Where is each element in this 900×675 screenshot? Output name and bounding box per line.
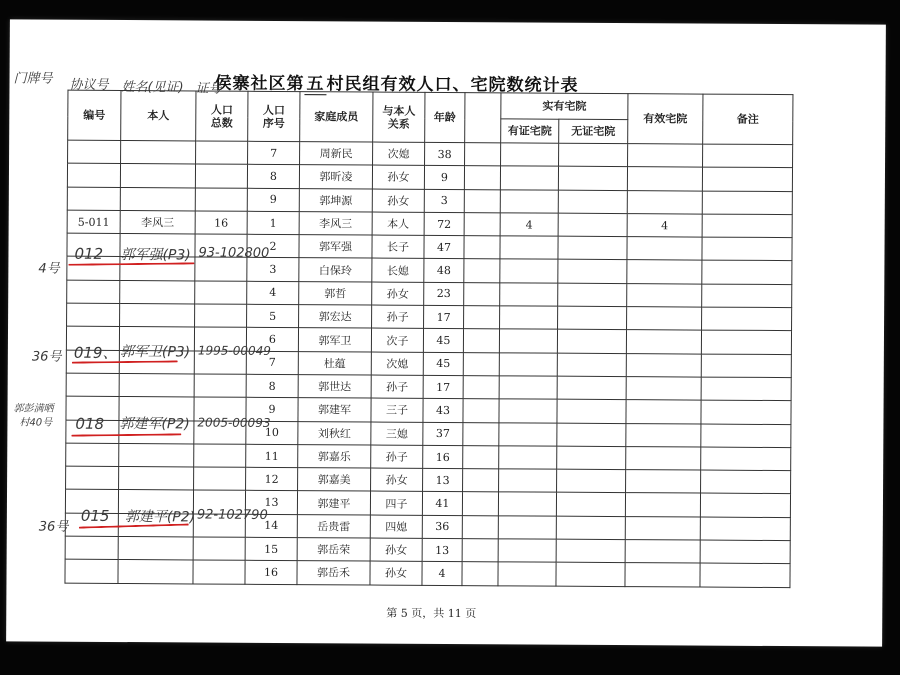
cell-youxiao: [625, 493, 700, 517]
cell-youzheng: [498, 516, 556, 540]
cell-chengyuan: 郭军卫: [298, 328, 371, 352]
cell-blank: [462, 515, 498, 539]
cell-guanxi: 孙女: [370, 538, 422, 562]
cell-blank: [465, 143, 501, 167]
cell-nianling: 37: [423, 422, 463, 446]
hw-num-3: 018: [75, 414, 105, 433]
cell-benren: [119, 443, 194, 467]
cell-nianling: 13: [423, 469, 463, 493]
cell-chengyuan: 白保玲: [299, 258, 372, 282]
paper-sheet: [6, 19, 886, 646]
cell-guanxi: 孙女: [372, 165, 424, 189]
cell-youzheng: [498, 562, 556, 586]
cell-chengyuan: 郭世达: [298, 375, 371, 399]
cell-blank: [464, 259, 500, 283]
cell-benren: [121, 141, 196, 165]
cell-guanxi: 孙女: [372, 282, 424, 306]
cell-bianhao: [68, 140, 121, 164]
cell-youzheng: [500, 283, 558, 307]
cell-youxiao: 4: [627, 213, 702, 237]
cell-blank: [464, 189, 500, 213]
cell-wuzheng: [558, 260, 627, 284]
cell-nianling: 72: [424, 212, 464, 236]
hw-num-1: 012: [74, 244, 104, 263]
cell-youzheng: [501, 143, 559, 167]
cell-youzheng: [499, 376, 557, 400]
hw-label-xingming: 姓名(见证): [121, 80, 184, 96]
cell-xuhao: 4: [247, 281, 299, 305]
header-jiating-chengyuan: 家庭成员: [300, 92, 373, 142]
title-prefix: 侯寨社区第: [214, 73, 305, 95]
cell-youxiao: [628, 144, 703, 168]
cell-benren: [118, 560, 193, 584]
cell-nianling: 16: [423, 445, 463, 469]
cell-wuzheng: [557, 353, 626, 377]
hw-side-4: 36号: [38, 519, 69, 535]
hw-num-2: 019、: [73, 343, 118, 362]
cell-bianhao: [66, 443, 119, 467]
cell-bianhao: 5-011: [67, 210, 120, 234]
cell-benren: [118, 537, 193, 561]
header-guanxi: 与本人关系: [373, 92, 425, 142]
header-beizhu: 备注: [703, 94, 793, 145]
cell-bianhao: [67, 280, 120, 304]
cell-youxiao: [626, 400, 701, 424]
cell-benren: [120, 164, 195, 188]
cell-chengyuan: 李风三: [299, 211, 372, 235]
cell-youxiao: [627, 283, 702, 307]
cell-chengyuan: 郭宏达: [299, 305, 372, 329]
cell-bianhao: [66, 373, 119, 397]
cell-youxiao: [626, 330, 701, 354]
cell-blank: [464, 166, 500, 190]
page-footer: 第 5 页，共 11 页: [386, 606, 477, 621]
cell-beizhu: [701, 400, 791, 424]
hw-side-1: 4号: [38, 261, 60, 277]
hw-side-3: 村40号: [19, 417, 53, 429]
cell-blank: [463, 399, 499, 423]
hw-label-zheng: 证号: [195, 81, 222, 97]
hw-cert-3: 2005-00093: [197, 415, 271, 430]
cell-bianhao: [65, 560, 118, 584]
cell-youzheng: [500, 306, 558, 330]
title-group-number: 五: [304, 69, 326, 95]
header-nianling: 年龄: [425, 92, 465, 142]
cell-guanxi: 长媳: [372, 259, 424, 283]
cell-youxiao: [626, 353, 701, 377]
hw-name-4: 郭建平(P2): [124, 509, 196, 526]
cell-youzheng: [498, 539, 556, 563]
cell-youzheng: 4: [500, 213, 558, 237]
header-renkou-xuhao: 人口序号: [248, 91, 300, 141]
cell-blank: [463, 352, 499, 376]
cell-nianling: 17: [423, 375, 463, 399]
hw-cert-4: 92-102790: [196, 507, 268, 523]
cell-beizhu: [701, 447, 791, 471]
hw-name-1: 郭军强(P3): [120, 247, 191, 264]
cell-beizhu: [700, 540, 790, 564]
cell-guanxi: 长子: [372, 235, 424, 259]
hw-cert-1: 93-102800: [198, 245, 270, 261]
cell-xuhao: 8: [247, 165, 299, 189]
cell-beizhu: [701, 377, 791, 401]
cell-guanxi: 三媳: [371, 422, 423, 446]
cell-beizhu: [701, 330, 791, 354]
cell-chengyuan: 刘秋红: [298, 421, 371, 445]
cell-xuhao: 5: [247, 304, 299, 328]
cell-benren: [120, 304, 195, 328]
cell-beizhu: [700, 494, 790, 518]
hw-side-3-top: 郭彭满晒: [13, 403, 54, 415]
cell-wuzheng: [556, 539, 625, 563]
cell-guanxi: 次子: [371, 328, 423, 352]
cell-xuhao: 10: [246, 421, 298, 445]
cell-youzheng: [500, 259, 558, 283]
cell-zongshu: 16: [195, 211, 247, 235]
cell-zongshu: [195, 304, 247, 328]
cell-xuhao: 16: [245, 561, 297, 585]
cell-nianling: 38: [425, 142, 465, 166]
cell-bianhao: [67, 303, 120, 327]
cell-nianling: 36: [422, 515, 462, 539]
cell-youxiao: [625, 540, 700, 564]
cell-zongshu: [196, 141, 248, 165]
table-row: [65, 560, 790, 588]
cell-wuzheng: [558, 166, 627, 190]
header-youzheng: 有证宅院: [501, 119, 559, 143]
cell-wuzheng: [557, 446, 626, 470]
cell-wuzheng: [558, 236, 627, 260]
cell-wuzheng: [556, 493, 625, 517]
cell-nianling: 4: [422, 562, 462, 586]
cell-xuhao: 13: [245, 491, 297, 515]
cell-chengyuan: 郭建平: [297, 491, 370, 515]
cell-bianhao: [66, 466, 119, 490]
cell-youxiao: [626, 423, 701, 447]
cell-wuzheng: [558, 213, 627, 237]
cell-beizhu: [702, 167, 792, 191]
cell-zongshu: [193, 560, 245, 584]
cell-xuhao: 14: [245, 514, 297, 538]
cell-bianhao: [65, 536, 118, 560]
cell-xuhao: 7: [246, 351, 298, 375]
cell-zongshu: [194, 374, 246, 398]
cell-blank: [462, 539, 498, 563]
cell-xuhao: 3: [247, 258, 299, 282]
cell-youxiao: [627, 307, 702, 331]
cell-nianling: 23: [424, 282, 464, 306]
cell-chengyuan: 郭岳荣: [297, 538, 370, 562]
cell-youxiao: [625, 563, 700, 587]
cell-nianling: 3: [424, 189, 464, 213]
cell-benren: [119, 373, 194, 397]
cell-nianling: 48: [424, 259, 464, 283]
cell-guanxi: 四媳: [370, 515, 422, 539]
cell-guanxi: 孙子: [371, 445, 423, 469]
cell-wuzheng: [557, 469, 626, 493]
header-youxiao-zhaiyuan: 有效宅院: [628, 94, 703, 144]
cell-chengyuan: 杜蕴: [298, 351, 371, 375]
cell-chengyuan: 郭岳禾: [297, 561, 370, 585]
cell-youzheng: [499, 352, 557, 376]
cell-youzheng: [499, 399, 557, 423]
cell-youzheng: [498, 492, 556, 516]
cell-zongshu: [193, 537, 245, 561]
header-renkou-zongshu: 人口总数: [196, 91, 248, 141]
cell-wuzheng: [556, 516, 625, 540]
cell-zongshu: [195, 281, 247, 305]
cell-zongshu: [195, 164, 247, 188]
cell-zongshu: [194, 467, 246, 491]
hw-label-fanyi: 协议号: [69, 77, 109, 93]
cell-guanxi: 孙女: [371, 468, 423, 492]
cell-guanxi: 本人: [372, 212, 424, 236]
cell-zongshu: [194, 444, 246, 468]
cell-beizhu: [702, 307, 792, 331]
cell-wuzheng: [557, 423, 626, 447]
cell-blank: [462, 562, 498, 586]
header-bianhao: 编号: [68, 90, 121, 140]
cell-chengyuan: 郭哲: [299, 281, 372, 305]
header-blank: [465, 93, 501, 143]
cell-wuzheng: [557, 376, 626, 400]
cell-youxiao: [627, 190, 702, 214]
cell-youzheng: [500, 236, 558, 260]
cell-beizhu: [702, 261, 792, 285]
header-benren: 本人: [121, 91, 196, 141]
cell-benren: [120, 280, 195, 304]
cell-beizhu: [703, 144, 793, 168]
cell-xuhao: 8: [246, 374, 298, 398]
cell-blank: [462, 492, 498, 516]
cell-blank: [463, 376, 499, 400]
cell-blank: [463, 469, 499, 493]
cell-beizhu: [701, 424, 791, 448]
cell-zongshu: [195, 257, 247, 281]
cell-xuhao: 15: [245, 537, 297, 561]
hw-name-2: 郭军卫(P3): [119, 344, 191, 361]
cell-wuzheng: [558, 306, 627, 330]
cell-guanxi: 孙子: [372, 305, 424, 329]
cell-youzheng: [499, 469, 557, 493]
cell-chengyuan: 郭嘉乐: [298, 444, 371, 468]
cell-wuzheng: [558, 190, 627, 214]
cell-blank: [464, 282, 500, 306]
cell-blank: [463, 445, 499, 469]
cell-youxiao: [627, 260, 702, 284]
cell-guanxi: 孙子: [371, 375, 423, 399]
cell-wuzheng: [556, 563, 625, 587]
cell-benren: 李风三: [120, 210, 195, 234]
cell-beizhu: [700, 517, 790, 541]
cell-youzheng: [500, 189, 558, 213]
cell-xuhao: 7: [248, 141, 300, 165]
cell-xuhao: 9: [247, 188, 299, 212]
cell-xuhao: 11: [246, 444, 298, 468]
cell-beizhu: [702, 191, 792, 215]
cell-youxiao: [625, 516, 700, 540]
cell-blank: [464, 212, 500, 236]
cell-beizhu: [702, 214, 792, 238]
cell-nianling: 13: [422, 538, 462, 562]
cell-youxiao: [626, 470, 701, 494]
cell-chengyuan: 岳贵雷: [297, 514, 370, 538]
cell-chengyuan: 周新民: [300, 142, 373, 166]
cell-chengyuan: 郭建军: [298, 398, 371, 422]
cell-youzheng: [500, 166, 558, 190]
cell-wuzheng: [557, 330, 626, 354]
cell-benren: [120, 187, 195, 211]
cell-bianhao: [67, 187, 120, 211]
cell-benren: [119, 467, 194, 491]
cell-nianling: 41: [422, 492, 462, 516]
hw-name-3: 郭建军(P2): [119, 416, 190, 433]
cell-beizhu: [702, 284, 792, 308]
cell-nianling: 43: [423, 399, 463, 423]
cell-youxiao: [626, 446, 701, 470]
cell-guanxi: 次媳: [371, 352, 423, 376]
cell-xuhao: 2: [247, 234, 299, 258]
cell-nianling: 45: [423, 352, 463, 376]
cell-xuhao: 12: [246, 467, 298, 491]
cell-xuhao: 1: [247, 211, 299, 235]
cell-guanxi: 孙女: [372, 189, 424, 213]
cell-guanxi: 三子: [371, 398, 423, 422]
cell-guanxi: 四子: [370, 491, 422, 515]
cell-blank: [464, 236, 500, 260]
cell-beizhu: [701, 354, 791, 378]
cell-guanxi: 孙女: [370, 561, 422, 585]
cell-chengyuan: 郭嘉美: [298, 468, 371, 492]
cell-nianling: 47: [424, 236, 464, 260]
cell-blank: [463, 422, 499, 446]
cell-guanxi: 次媳: [373, 142, 425, 166]
cell-youzheng: [499, 422, 557, 446]
hw-side-2: 36号: [31, 349, 62, 365]
header-wuzheng: 无证宅院: [559, 119, 628, 143]
cell-youxiao: [627, 167, 702, 191]
cell-chengyuan: 郭军强: [299, 235, 372, 259]
cell-chengyuan: 郭坤源: [299, 188, 372, 212]
cell-youxiao: [627, 237, 702, 261]
cell-bianhao: [67, 163, 120, 187]
cell-nianling: 17: [424, 305, 464, 329]
hw-cert-2: 1995-00049: [197, 343, 271, 358]
header-shiyou-zhaiyuan: 实有宅院: [501, 93, 628, 120]
cell-nianling: 45: [423, 329, 463, 353]
cell-xuhao: 6: [246, 328, 298, 352]
cell-wuzheng: [557, 399, 626, 423]
cell-beizhu: [700, 563, 790, 587]
cell-chengyuan: 郭昕凌: [299, 165, 372, 189]
cell-xuhao: 9: [246, 398, 298, 422]
cell-zongshu: [195, 188, 247, 212]
cell-wuzheng: [559, 143, 628, 167]
cell-youzheng: [499, 329, 557, 353]
cell-youzheng: [499, 446, 557, 470]
cell-beizhu: [701, 470, 791, 494]
cell-nianling: 9: [424, 166, 464, 190]
title-suffix: 村民组有效人口、宅院数统计表: [326, 74, 579, 96]
cell-beizhu: [702, 237, 792, 261]
cell-youxiao: [626, 377, 701, 401]
cell-wuzheng: [558, 283, 627, 307]
cell-blank: [464, 306, 500, 330]
cell-blank: [463, 329, 499, 353]
hw-num-4: 015: [80, 506, 110, 525]
hw-label-menpai: 门牌号: [13, 71, 53, 87]
